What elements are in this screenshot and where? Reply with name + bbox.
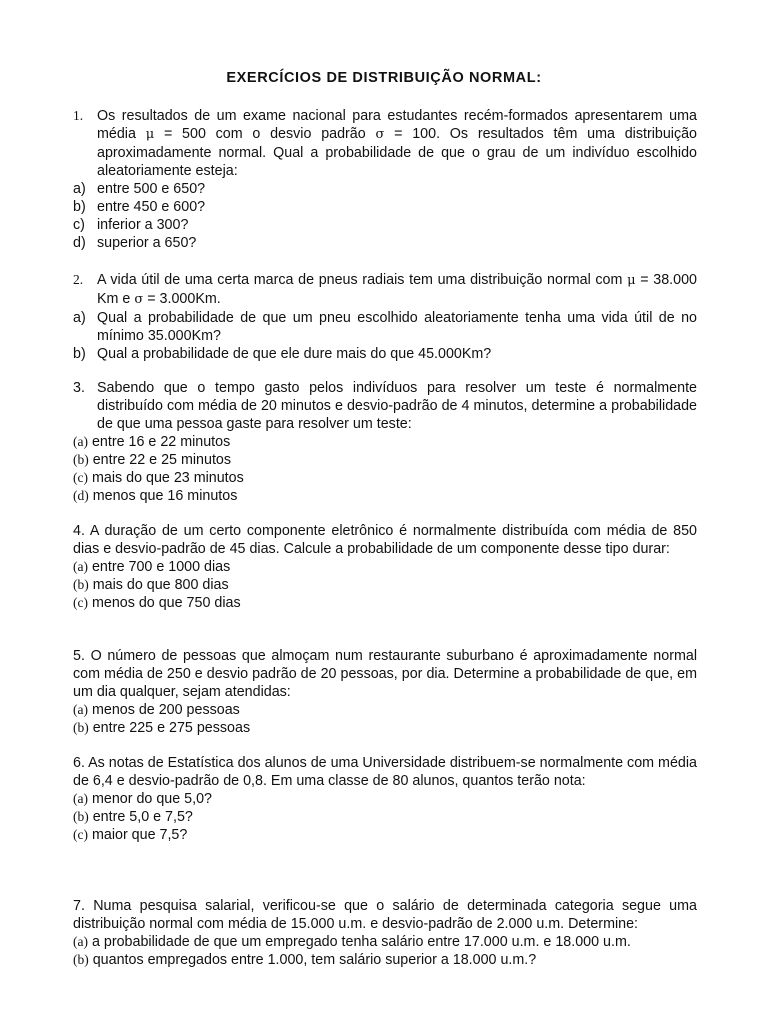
item-text: entre 450 e 600? bbox=[97, 199, 206, 215]
item-label: b) bbox=[73, 199, 86, 215]
question-2-statement bbox=[73, 271, 697, 309]
question-5-statement: 5. O número de pessoas que almoçam num restaurante suburbano é aproximadamente normal com média de 250 e desvio padrão de 20 pessoas, por dia. Determine a probabilidade de que, em um dia qualquer, sejam atendidas: bbox=[73, 648, 697, 700]
question-5 bbox=[73, 647, 697, 737]
question-6-item bbox=[73, 826, 697, 844]
item-label: a) bbox=[73, 310, 86, 326]
item-text: mais do que 800 dias bbox=[88, 577, 229, 593]
item-text: superior a 650? bbox=[97, 235, 197, 251]
question-3-text: Sabendo que o tempo gasto pelos indivíduos para resolver um teste é normalmente distribuído com média de 20 minutos e desvio-padrão de 4 minutos, determine a probabilidade de que uma pessoa gaste para resolver um teste: bbox=[97, 380, 697, 432]
question-3-item bbox=[73, 433, 697, 451]
item-text: menos do que 750 dias bbox=[87, 595, 241, 611]
item-label: (b) bbox=[73, 720, 89, 735]
item-label: (b) bbox=[73, 577, 89, 592]
item-label: (b) bbox=[73, 452, 89, 467]
question-3-item bbox=[73, 487, 697, 505]
item-label: (b) bbox=[73, 952, 89, 967]
page-title: EXERCÍCIOS DE DISTRIBUIÇÃO NORMAL: bbox=[226, 70, 542, 86]
item-text: entre 5,0 e 7,5? bbox=[88, 809, 193, 825]
item-text: a probabilidade de que um empregado tenha salário entre 17.000 u.m. e 18.000 u.m. bbox=[87, 934, 631, 950]
item-label: (c) bbox=[73, 827, 88, 842]
item-label: c) bbox=[73, 217, 85, 233]
item-text: Qual a probabilidade de que ele dure mais do que 45.000Km? bbox=[97, 346, 492, 362]
question-4 bbox=[73, 522, 697, 612]
question-7-item bbox=[73, 933, 697, 951]
question-7-statement: 7. Numa pesquisa salarial, verificou-se que o salário de determinada categoria segue uma distribuição normal com média de 15.000 u.m. e desvio-padrão de 2.000 u.m. Determine: bbox=[73, 898, 697, 932]
question-1 bbox=[73, 107, 697, 252]
question-5-item bbox=[73, 719, 697, 737]
question-4-statement: 4. A duração de um certo componente eletrônico é normalmente distribuída com média de 850 dias e desvio-padrão de 45 dias. Calcule a probabilidade de um componente desse tipo durar: bbox=[73, 523, 697, 557]
question-7-item bbox=[73, 951, 697, 969]
item-text: entre 16 e 22 minutos bbox=[87, 434, 231, 450]
question-4-item bbox=[73, 558, 697, 576]
question-1-item bbox=[73, 198, 697, 216]
question-6 bbox=[73, 754, 697, 844]
question-1-item bbox=[73, 216, 697, 234]
question-4-item bbox=[73, 576, 697, 594]
question-1-text-a: Os resultados de um exame nacional para estudantes recém-formados apresentarem uma média bbox=[97, 108, 697, 142]
question-2-item bbox=[73, 345, 697, 363]
item-text: quantos empregados entre 1.000, tem salário superior a 18.000 u.m.? bbox=[88, 952, 537, 968]
sigma-symbol: σ bbox=[134, 292, 144, 307]
item-text: entre 22 e 25 minutos bbox=[88, 452, 232, 468]
item-label: (c) bbox=[73, 470, 88, 485]
item-label: (a) bbox=[73, 702, 88, 717]
question-2-text-a: A vida útil de uma certa marca de pneus radiais tem uma distribuição normal com bbox=[97, 272, 623, 288]
question-1-text-b: = 500 com o desvio padrão bbox=[163, 126, 366, 142]
question-2-number: 2. bbox=[73, 272, 84, 287]
item-label: b) bbox=[73, 346, 86, 362]
question-3 bbox=[73, 379, 697, 505]
item-text: menos que 16 minutos bbox=[88, 488, 238, 504]
question-7 bbox=[73, 897, 697, 969]
question-5-item bbox=[73, 701, 697, 719]
question-1-item bbox=[73, 234, 697, 252]
item-text: inferior a 300? bbox=[97, 217, 189, 233]
item-text: entre 500 e 650? bbox=[97, 181, 206, 197]
question-3-item bbox=[73, 469, 697, 487]
item-label: (d) bbox=[73, 488, 89, 503]
item-label: (a) bbox=[73, 934, 88, 949]
item-label: (c) bbox=[73, 595, 88, 610]
mu-symbol: μ bbox=[627, 273, 636, 288]
item-label: (a) bbox=[73, 791, 88, 806]
item-text: entre 700 e 1000 dias bbox=[87, 559, 231, 575]
question-2 bbox=[73, 271, 697, 363]
item-label: a) bbox=[73, 181, 86, 197]
question-1-statement bbox=[73, 107, 697, 180]
item-text: menor do que 5,0? bbox=[87, 791, 212, 807]
item-text: entre 225 e 275 pessoas bbox=[88, 720, 251, 736]
question-1-number: 1. bbox=[73, 108, 84, 123]
item-label: d) bbox=[73, 235, 86, 251]
question-1-item bbox=[73, 180, 697, 198]
item-text: Qual a probabilidade de que um pneu escolhido aleatoriamente tenha uma vida útil de no mínimo 35.000Km? bbox=[97, 310, 697, 344]
item-label: (a) bbox=[73, 434, 88, 449]
question-2-item bbox=[73, 309, 697, 345]
question-4-item bbox=[73, 594, 697, 612]
sigma-symbol: σ bbox=[375, 127, 385, 142]
item-text: menos de 200 pessoas bbox=[87, 702, 240, 718]
question-6-statement: 6. As notas de Estatística dos alunos de uma Universidade distribuem-se normalmente com média de 6,4 e desvio-padrão de 0,8. Em uma classe de 80 alunos, quantos terão nota: bbox=[73, 755, 697, 789]
mu-symbol: μ bbox=[145, 127, 155, 142]
question-1-text-c: = 100. Os resultados têm uma distribuição aproximadamente normal. Qual a probabilidade de que o grau de um indivíduo escolhido aleatoriamente esteja: bbox=[97, 126, 698, 179]
question-3-number: 3. bbox=[73, 380, 85, 396]
item-label: (a) bbox=[73, 559, 88, 574]
question-6-item bbox=[73, 808, 697, 826]
question-3-item bbox=[73, 451, 697, 469]
item-label: (b) bbox=[73, 809, 89, 824]
question-6-item bbox=[73, 790, 697, 808]
question-2-text-b: = 38.000 Km e bbox=[97, 272, 697, 307]
item-text: mais do que 23 minutos bbox=[87, 470, 244, 486]
question-3-statement bbox=[73, 379, 697, 433]
question-2-text-c: = 3.000Km. bbox=[147, 291, 221, 307]
item-text: maior que 7,5? bbox=[87, 827, 188, 843]
